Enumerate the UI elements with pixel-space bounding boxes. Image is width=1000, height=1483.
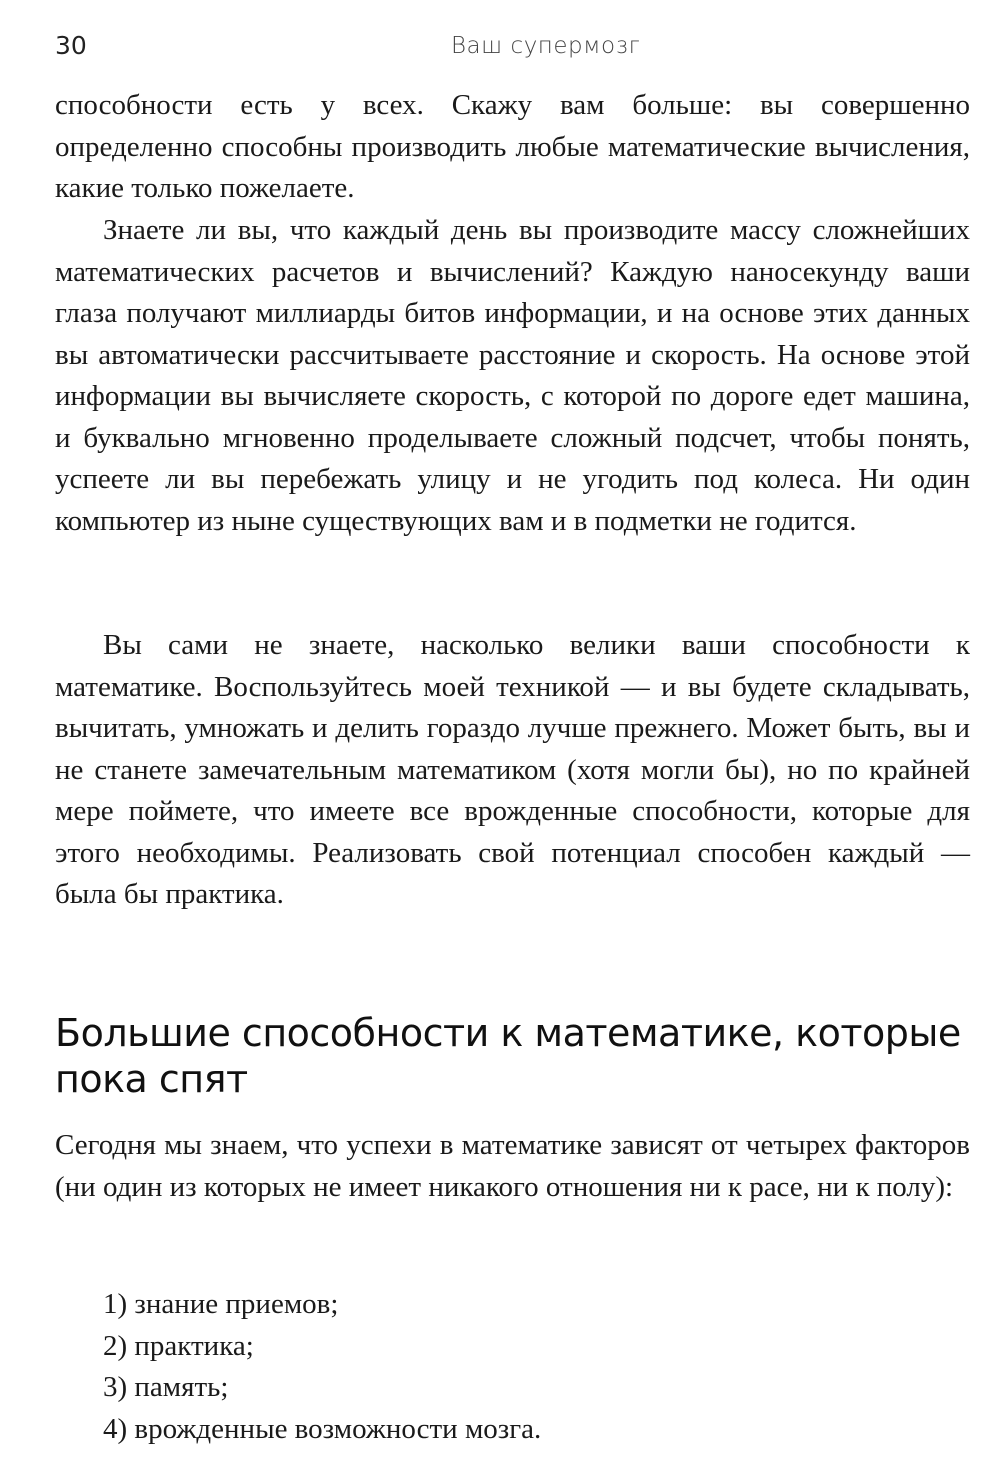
paragraph-math-abilities: Вы сами не знаете, насколько велики ваши способности к математике. Воспользуйтесь моей техникой — и вы будете складывать, вычитать, умножать и делить гораздо лучше прежнего. Может быть, вы и не станете замечательным математиком (хотя могли бы), но по крайней мере поймете, что имеете все врожденные способности, которые для этого необходимы. Реализовать свой потенциал способен каждый — была бы практика.: [55, 629, 970, 910]
list-item: 2) практика;: [103, 1329, 254, 1362]
page-number: 30: [55, 31, 87, 60]
list-item: 4) врожденные возможности мозга.: [103, 1412, 542, 1445]
list-item: 3) память;: [103, 1371, 229, 1403]
paragraph-daily-calculations: Знаете ли вы, что каждый день вы производите массу сложнейших математических расчетов и вычислений? Каждую наносекунду ваши глаза получают миллиарды битов информации, и на основе этих данных вы автоматически рассчитываете расстояние и скорость. На основе этой информации вы вычисляете скорость, с которой по дороге едет машина, и буквально мгновенно проделываете сложный подсчет, чтобы понять, успеете ли вы перебежать улицу и не угодить под колеса. Ни один компьютер из ныне существующих вам и в подметки не годится.: [55, 214, 970, 537]
list-item: 1) знание приемов;: [103, 1288, 339, 1320]
factors-list: [103, 1284, 963, 1450]
running-title: Ваш супермозг: [451, 33, 641, 59]
body-section-factors-intro: [55, 1125, 970, 1208]
running-header: [55, 28, 970, 64]
body-section-continued: [55, 85, 970, 210]
paragraph-continued: способности есть у всех. Скажу вам больше: вы совершенно определенно способны производить любые математические вычисления, какие только пожелаете.: [55, 89, 970, 204]
section-heading: Большие способности к математике, которые пока спят: [55, 1011, 961, 1101]
paragraph-factors-intro: Сегодня мы знаем, что успехи в математике зависят от четырех факторов (ни один из которых не имеет никакого отношения ни к расе, ни к полу):: [55, 1129, 970, 1203]
body-section-abilities: [55, 625, 970, 916]
body-section-calculations: [55, 210, 970, 542]
